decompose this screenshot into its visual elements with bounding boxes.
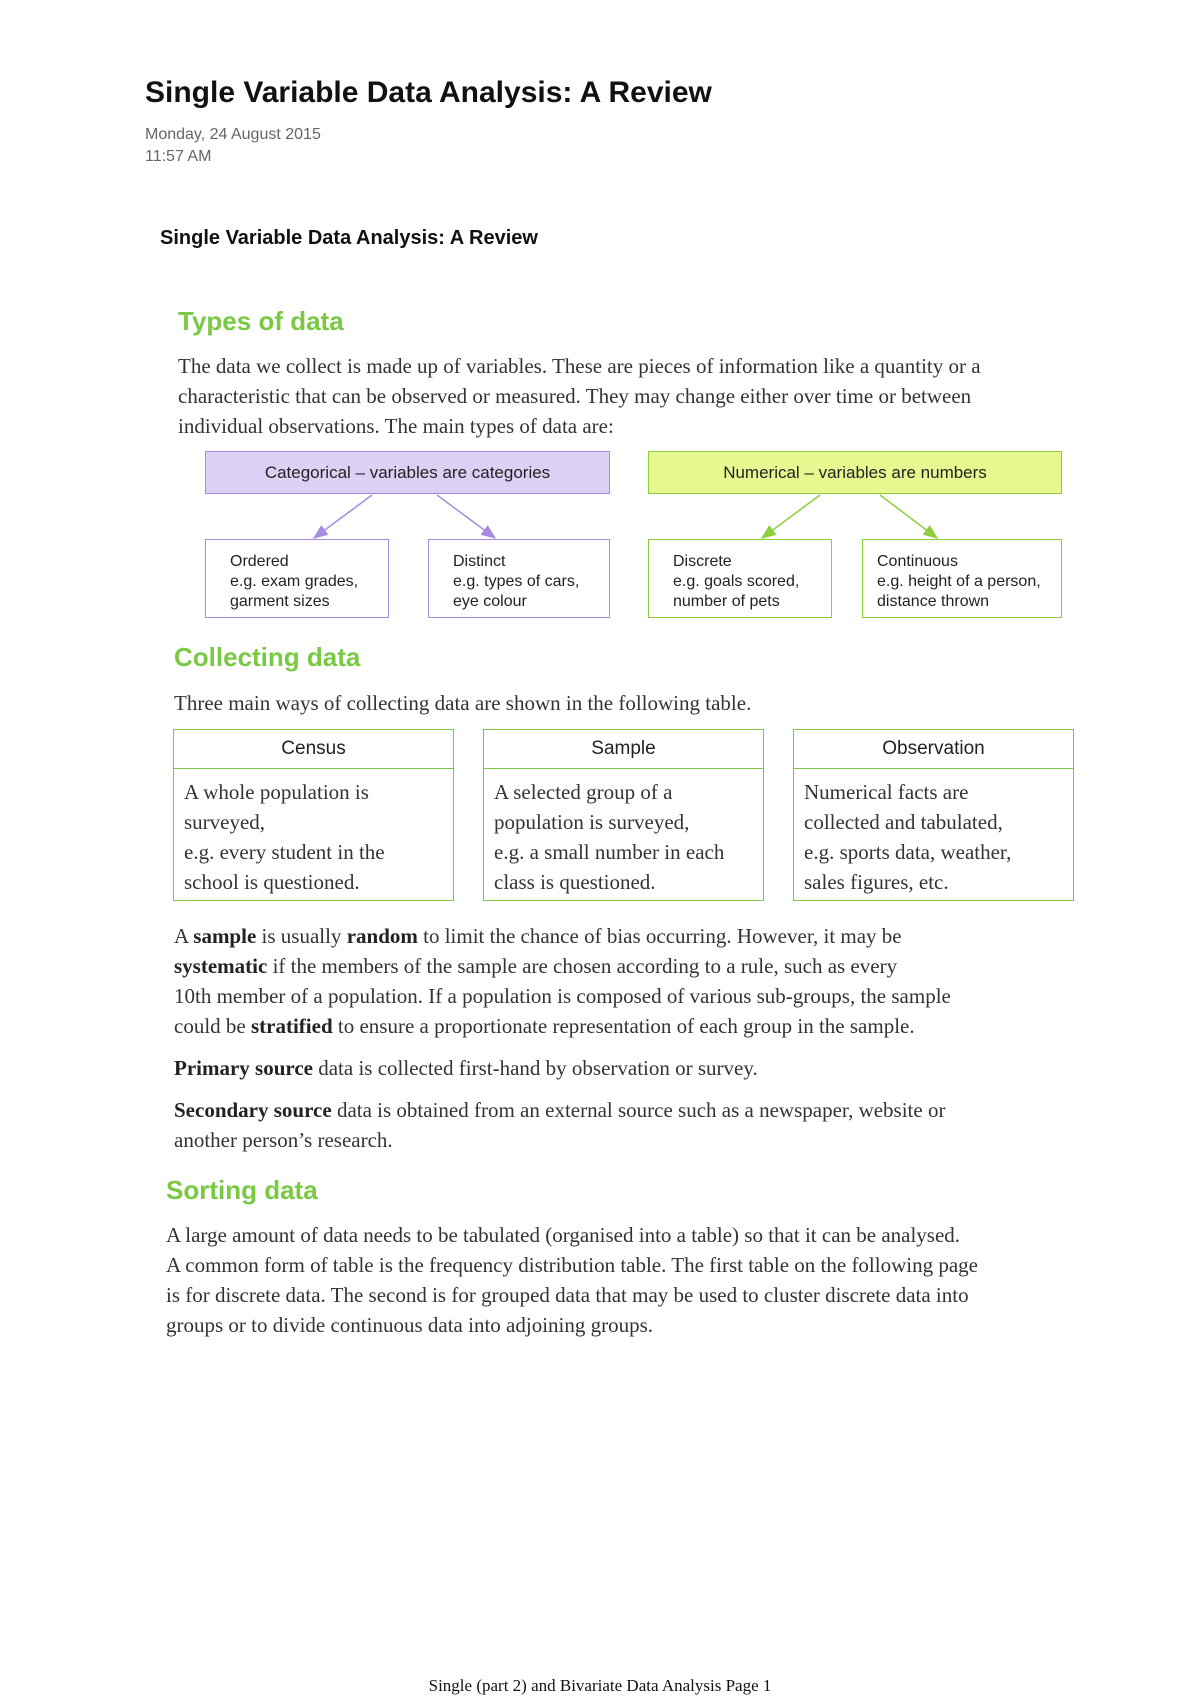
paragraph-line: characteristic that can be observed or measured. They may change either over time or between	[178, 384, 972, 408]
paragraph-line: The data we collect is made up of variables. These are pieces of information like a quantity or a	[178, 354, 981, 378]
ordered-title: Ordered	[230, 553, 289, 570]
cell-line: school is questioned.	[184, 870, 360, 894]
cell-line: e.g. every student in the	[184, 840, 385, 864]
paragraph-line: is for discrete data. The second is for grouped data that may be used to cluster discrete data into	[166, 1283, 969, 1307]
page-title: Single Variable Data Analysis: A Review	[145, 76, 712, 109]
term-primary-source: Primary source	[174, 1056, 313, 1080]
sample-description	[484, 769, 763, 897]
paragraph-line: groups or to divide continuous data into adjoining groups.	[166, 1313, 654, 1337]
collecting-data-intro: Three main ways of collecting data are shown in the following table.	[174, 691, 752, 715]
primary-source-paragraph: Primary source data is collected first-hand by observation or survey.	[174, 1056, 758, 1080]
page-time: 11:57 AM	[145, 148, 212, 165]
cell-line: population is surveyed,	[494, 810, 690, 834]
term-secondary-source: Secondary source	[174, 1098, 332, 1122]
term-systematic: systematic	[174, 954, 268, 978]
cell-line: Numerical facts are	[804, 780, 969, 804]
sampling-paragraph: A sample is usually random to limit the chance of bias occurring. However, it may be systematic if the members of the sample are chosen according to a rule, such as every 10th member of a population. If a population is composed of various sub-groups, the sample could be stratified to ensure a proportionate representation of each group in the sample.	[174, 924, 951, 1038]
ordered-example: garment sizes	[230, 593, 330, 610]
term-sample: sample	[193, 924, 257, 948]
continuous-title: Continuous	[877, 553, 958, 570]
secondary-source-paragraph: Secondary source data is obtained from an external source such as a newspaper, website or another person’s research.	[174, 1098, 946, 1152]
arrow-to-distinct	[437, 495, 495, 538]
arrow-to-discrete	[762, 495, 820, 538]
cell-line: e.g. a small number in each	[494, 840, 725, 864]
census-column	[173, 729, 454, 901]
sorting-data-heading: Sorting data	[166, 1175, 318, 1205]
ordered-example: e.g. exam grades,	[230, 573, 359, 590]
paragraph-line: A large amount of data needs to be tabulated (organised into a table) so that it can be analysed.	[166, 1223, 961, 1247]
paragraph-line: A common form of table is the frequency distribution table. The first table on the following page	[166, 1253, 978, 1277]
paragraph-line: individual observations. The main types of data are:	[178, 414, 614, 438]
sorting-data-paragraph	[166, 1220, 978, 1340]
cell-line: e.g. sports data, weather,	[804, 840, 1012, 864]
categorical-label: Categorical – variables are categories	[264, 462, 551, 482]
types-of-data-heading: Types of data	[178, 306, 344, 336]
collecting-data-heading: Collecting data	[174, 642, 361, 672]
sample-column	[483, 729, 764, 901]
page-footer: Single (part 2) and Bivariate Data Analysis Page 1	[428, 1676, 772, 1695]
distinct-box	[428, 539, 610, 618]
cell-line: sales figures, etc.	[804, 870, 949, 894]
arrow-to-continuous	[880, 495, 937, 538]
continuous-example: distance thrown	[877, 593, 990, 610]
sample-header: Sample	[484, 730, 763, 769]
distinct-example: e.g. types of cars,	[453, 573, 580, 590]
numerical-label: Numerical – variables are numbers	[723, 462, 987, 482]
ordered-box	[205, 539, 389, 618]
observation-column	[793, 729, 1074, 901]
distinct-title: Distinct	[453, 553, 506, 570]
distinct-example: eye colour	[453, 593, 527, 610]
continuous-example: e.g. height of a person,	[877, 573, 1041, 590]
document-heading: Single Variable Data Analysis: A Review	[160, 227, 538, 249]
census-description	[174, 769, 453, 897]
discrete-example: e.g. goals scored,	[673, 573, 800, 590]
discrete-example: number of pets	[673, 593, 780, 610]
observation-description	[794, 769, 1073, 897]
cell-line: surveyed,	[184, 810, 266, 834]
discrete-title: Discrete	[673, 553, 732, 570]
arrow-to-ordered	[314, 495, 372, 538]
term-random: random	[346, 924, 418, 948]
continuous-box	[862, 539, 1062, 618]
cell-line: class is questioned.	[494, 870, 656, 894]
observation-header: Observation	[794, 730, 1073, 769]
term-stratified: stratified	[250, 1014, 333, 1038]
cell-line: collected and tabulated,	[804, 810, 1003, 834]
census-header: Census	[174, 730, 453, 769]
cell-line: A whole population is	[184, 780, 369, 804]
discrete-box	[648, 539, 832, 618]
page-date: Monday, 24 August 2015	[145, 126, 321, 143]
cell-line: A selected group of a	[494, 780, 673, 804]
